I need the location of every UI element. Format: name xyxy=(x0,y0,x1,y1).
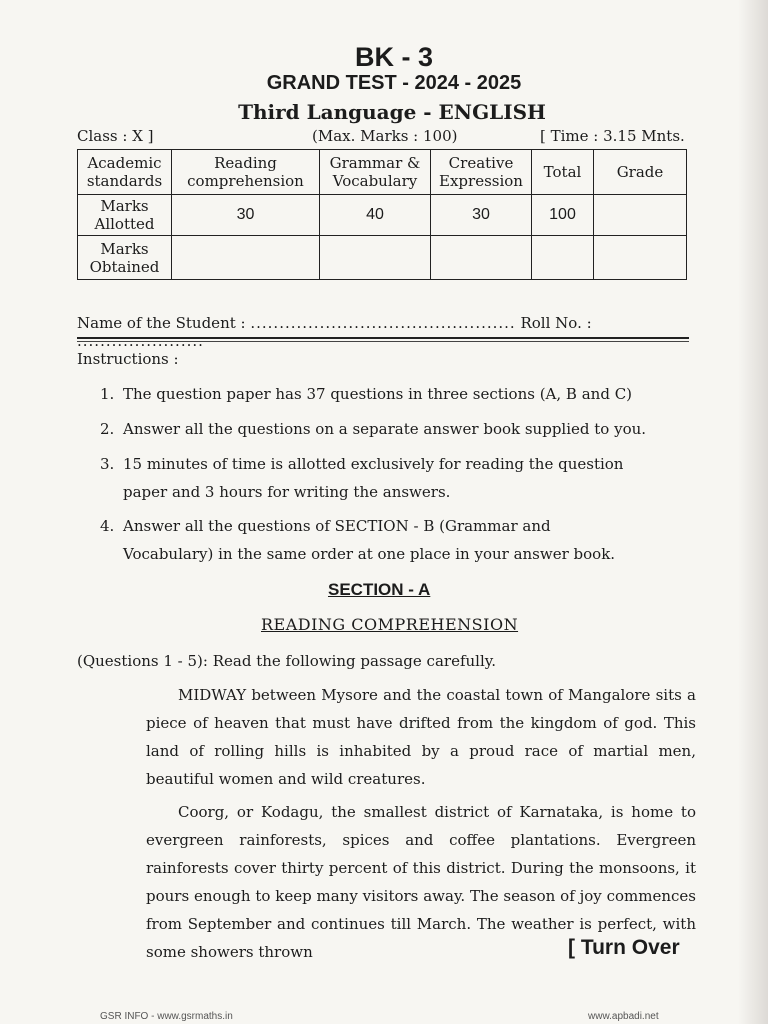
instruction-item xyxy=(100,512,630,568)
header-cell: Grade xyxy=(594,150,687,195)
header-cell: Academic standards xyxy=(78,150,172,195)
class-label: Class : X ] xyxy=(77,127,154,145)
name-blank: .............................................. xyxy=(250,314,516,332)
student-details-line xyxy=(77,314,687,350)
table-cell xyxy=(594,195,687,236)
table-cell xyxy=(594,236,687,280)
instruction-item xyxy=(100,380,690,408)
table-row xyxy=(78,195,687,236)
footer-right: www.apbadi.net xyxy=(588,1011,659,1022)
max-marks-label: (Max. Marks : 100) xyxy=(312,127,458,145)
paper-code: BK - 3 xyxy=(354,42,433,72)
question-instruction: (Questions 1 - 5): Read the following passage carefully. xyxy=(77,652,497,670)
table-cell xyxy=(320,236,431,280)
divider xyxy=(77,337,689,339)
table-cell xyxy=(532,236,594,280)
marks-table xyxy=(77,149,687,280)
table-cell xyxy=(172,236,320,280)
table-header-row xyxy=(78,150,687,195)
passage-text: Coorg, or Kodagu, the smallest district of Karnataka, is home to evergreen rainforests, spices and coffee plantations. Evergreen rainforests cover thirty percent of this district. During the monsoons, it pours enough to keep many visitors away. The season of joy commences from September and continues till March. The weather is perfect, with some showers thrown xyxy=(146,803,696,961)
passage-text: MIDWAY between Mysore and the coastal town of Mangalore sits a piece of heaven that must have drifted from the kingdom of god. This land of rolling hills is inhabited by a proud race of martial men, beautiful women and wild creatures. xyxy=(146,686,696,788)
header-cell: Reading comprehension xyxy=(172,150,320,195)
instruction-number: 2. xyxy=(100,420,115,438)
instruction-text: Answer all the questions on a separate answer book supplied to you. xyxy=(123,420,647,438)
header-cell: Total xyxy=(532,150,594,195)
instruction-text: Answer all the questions of SECTION - B (Grammar and Vocabulary) in the same order at one place in your answer book. xyxy=(123,517,616,563)
instruction-number: 3. xyxy=(100,455,115,473)
table-row xyxy=(78,236,687,280)
section-title: SECTION - A xyxy=(328,580,431,599)
turn-over-label: [ Turn Over xyxy=(568,936,680,959)
table-cell: 30 xyxy=(172,195,320,236)
time-label: [ Time : 3.15 Mnts. xyxy=(540,127,685,145)
table-cell xyxy=(431,236,532,280)
header-cell: Creative Expression xyxy=(431,150,532,195)
instruction-text: 15 minutes of time is allotted exclusively for reading the question paper and 3 hours for writing the answers. xyxy=(123,455,624,501)
instruction-number: 4. xyxy=(100,517,115,535)
roll-label: Roll No. : xyxy=(520,314,592,332)
table-cell: 100 xyxy=(532,195,594,236)
page-edge-shadow xyxy=(738,0,768,1024)
name-label: Name of the Student : xyxy=(77,314,246,332)
row-label: Marks Obtained xyxy=(78,236,172,280)
instruction-number: 1. xyxy=(100,385,115,403)
footer-left: GSR INFO - www.gsrmaths.in xyxy=(100,1011,233,1022)
table-cell: 40 xyxy=(320,195,431,236)
instruction-item xyxy=(100,415,690,443)
passage-paragraph xyxy=(146,681,696,793)
table-cell: 30 xyxy=(431,195,532,236)
test-title: GRAND TEST - 2024 - 2025 xyxy=(266,72,522,94)
instruction-item xyxy=(100,450,660,506)
instruction-text: The question paper has 37 questions in three sections (A, B and C) xyxy=(123,385,633,403)
instructions-heading: Instructions : xyxy=(77,350,179,368)
row-label: Marks Allotted xyxy=(78,195,172,236)
section-subtitle: READING COMPREHENSION xyxy=(261,615,519,634)
subject-title: Third Language - ENGLISH xyxy=(238,100,546,124)
header-cell: Grammar & Vocabulary xyxy=(320,150,431,195)
divider xyxy=(77,341,689,342)
